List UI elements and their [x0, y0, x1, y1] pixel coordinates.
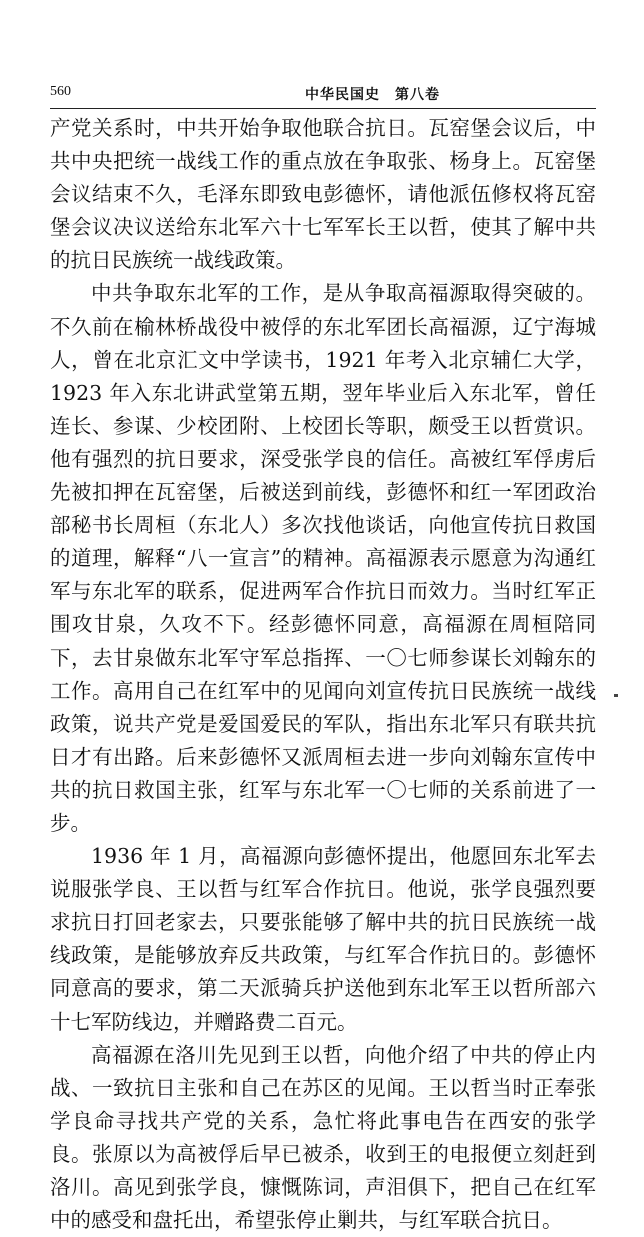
- paragraph: 1936 年 1 月，高福源向彭德怀提出，他愿回东北军去说服张学良、王以哲与红军合作抗日。他说，张学良强烈要求抗日打回老家去，只要张能够了解中共的抗日民族统一战线政策，是能够放弃反共政策，与红军合作抗日的。彭德怀同意高的要求，第二天派骑兵护送他到东北军王以哲所部六十七军防线边，并赠路费二百元。: [50, 844, 596, 1034]
- page-number: 560: [50, 84, 71, 99]
- paragraph-continuation: 产党关系时，中共开始争取他联合抗日。瓦窑堡会议后，中共中央把统一战线工作的重点放在争取张、杨身上。瓦窑堡会议结束不久，毛泽东即致电彭德怀，请他派伍修权将瓦窑堡会议决议送给东北军六十七军军长王以哲，使其了解中共的抗日民族统一战线政策。: [50, 116, 596, 273]
- page-header: [50, 84, 596, 106]
- margin-mark: [614, 694, 618, 697]
- paragraph: 中共争取东北军的工作，是从争取高福源取得突破的。不久前在榆林桥战役中被俘的东北军团长高福源，辽宁海城人，曾在北京汇文中学读书，1921 年考入北京辅仁大学，1923 年入东北讲武堂第五期，翌年毕业后入东北军，曾任连长、参谋、少校团附、上校团长等职，颇受王以哲赏识。他有强烈的抗日要求，深受张学良的信任。高被红军俘虏后先被扣押在瓦窑堡，后被送到前线，彭德怀和红一军团政治部秘书长周桓（东北人）多次找他谈话，向他宣传抗日救国的道理，解释“八一宣言”的精神。高福源表示愿意为沟通红军与东北军的联系，促进两军合作抗日而效力。当时红军正围攻甘泉，久攻不下。经彭德怀同意，高福源在周桓陪同下，去甘泉做东北军守军总指挥、一〇七师参谋长刘翰东的工作。高用自己在红军中的见闻向刘宣传抗日民族统一战线政策，说共产党是爱国爱民的军队，指出东北军只有联共抗日才有出路。后来彭德怀又派周桓去进一步向刘翰东宣传中共的抗日救国主张，红军与东北军一〇七师的关系前进了一步。: [50, 281, 596, 835]
- body-text: [50, 112, 596, 1237]
- running-title: 中华民国史 第八卷: [305, 87, 440, 103]
- header-rule: [50, 108, 596, 109]
- paragraph: 高福源在洛川先见到王以哲，向他介绍了中共的停止内战、一致抗日主张和自己在苏区的见闻。王以哲当时正奉张学良命寻找共产党的关系，急忙将此事电告在西安的张学良。张原以为高被俘后早已被杀，收到王的电报便立刻赶到洛川。高见到张学良，慷慨陈词，声泪俱下，把自己在红军中的感受和盘托出，希望张停止剿共，与红军联合抗日。: [50, 1042, 596, 1233]
